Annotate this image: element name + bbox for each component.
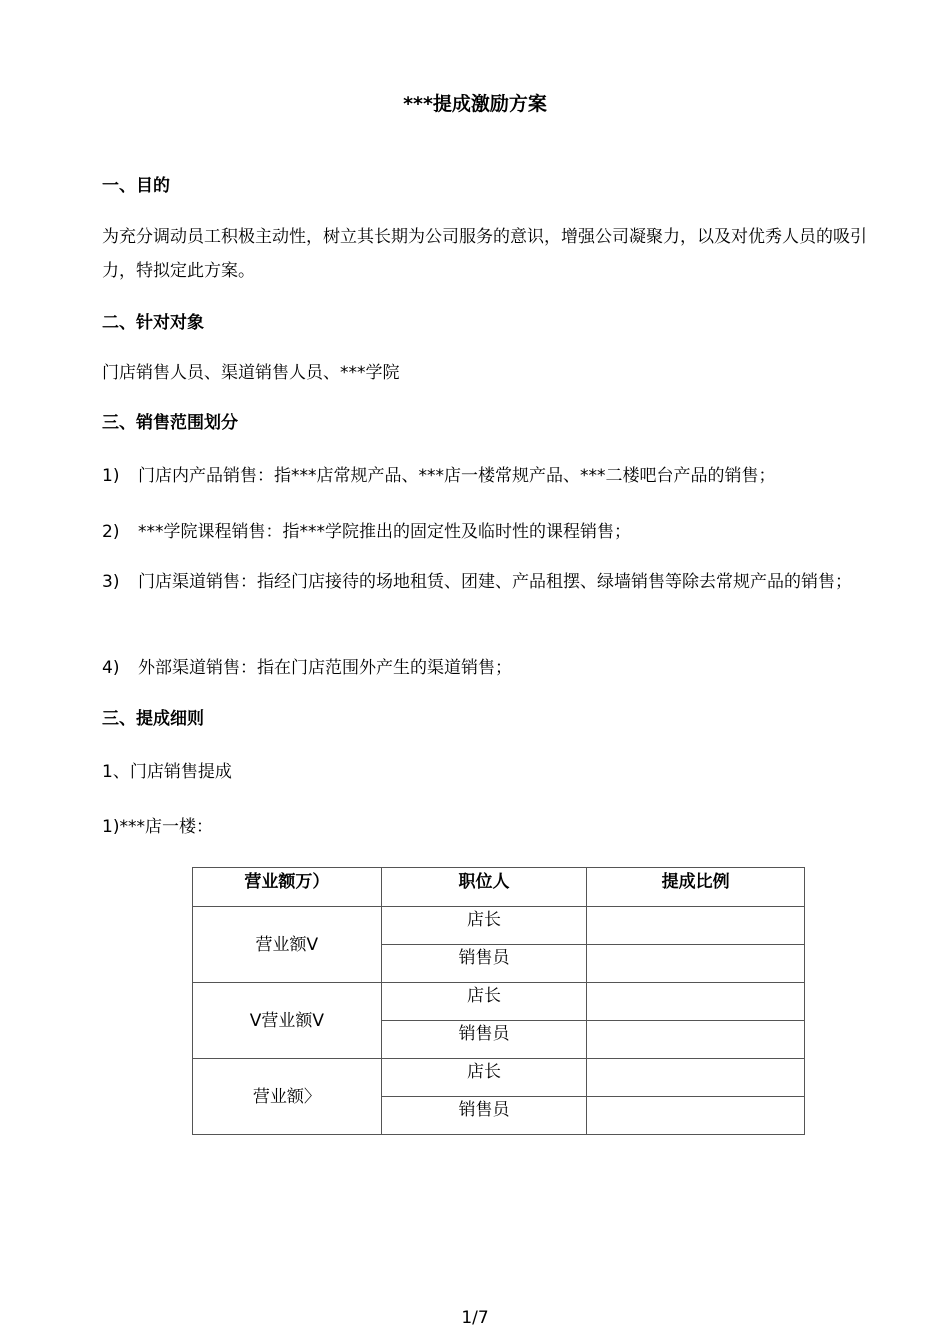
commission-table bbox=[192, 867, 805, 1135]
section-heading-target: 二、针对对象 bbox=[102, 313, 204, 333]
table-cell-role: 店长 bbox=[381, 907, 587, 945]
table-cell-range: 营业额〉 bbox=[193, 1059, 382, 1135]
list-item bbox=[102, 459, 897, 493]
table-row bbox=[193, 1059, 805, 1097]
list-item-number: 1) bbox=[102, 466, 120, 486]
list-item-text: ***学院课程销售：指***学院推出的固定性及临时性的课程销售； bbox=[138, 522, 631, 542]
table-cell-role: 店长 bbox=[381, 983, 587, 1021]
page-number: 1/7 bbox=[461, 1308, 489, 1328]
table-row bbox=[193, 907, 805, 945]
list-item bbox=[102, 565, 897, 599]
table-row bbox=[193, 983, 805, 1021]
table-cell-role: 销售员 bbox=[381, 1097, 587, 1135]
table-cell-rate bbox=[587, 983, 805, 1021]
table-header-cell: 提成比例 bbox=[587, 868, 805, 907]
list-item bbox=[102, 515, 897, 549]
list-item-number: 4) bbox=[102, 658, 120, 678]
page-title: ***提成激励方案 bbox=[403, 93, 547, 115]
section-heading-scope: 三、销售范围划分 bbox=[102, 413, 238, 433]
table-cell-rate bbox=[587, 945, 805, 983]
table-header-cell: 职位人 bbox=[381, 868, 587, 907]
table-cell-range: Ⅴ营业额Ⅴ bbox=[193, 983, 382, 1059]
table-cell-rate bbox=[587, 1021, 805, 1059]
table-cell-rate bbox=[587, 1059, 805, 1097]
list-item-number: 2) bbox=[102, 522, 120, 542]
table-header-row bbox=[193, 868, 805, 907]
table-cell-range: 营业额Ⅴ bbox=[193, 907, 382, 983]
table-header-cell: 营业额万） bbox=[193, 868, 382, 907]
section-heading-purpose: 一、目的 bbox=[102, 176, 170, 196]
list-item-text: 门店渠道销售：指经门店接待的场地租赁、团建、产品租摆、绿墙销售等除去常规产品的销售； bbox=[138, 572, 852, 592]
subsection-store-sales: 1、门店销售提成 bbox=[102, 762, 232, 782]
list-item bbox=[102, 651, 897, 685]
table-cell-role: 销售员 bbox=[381, 945, 587, 983]
subsection-first-floor: 1)***店一楼： bbox=[102, 817, 213, 837]
section-body-target: 门店销售人员、渠道销售人员、***学院 bbox=[102, 363, 400, 383]
table-cell-rate bbox=[587, 1097, 805, 1135]
section-heading-details: 三、提成细则 bbox=[102, 709, 204, 729]
list-item-text: 门店内产品销售：指***店常规产品、***店一楼常规产品、***二楼吧台产品的销售； bbox=[138, 466, 776, 486]
table-cell-role: 销售员 bbox=[381, 1021, 587, 1059]
list-item-number: 3) bbox=[102, 572, 120, 592]
list-item-text: 外部渠道销售：指在门店范围外产生的渠道销售； bbox=[138, 658, 512, 678]
table-cell-role: 店长 bbox=[381, 1059, 587, 1097]
section-body-purpose: 为充分调动员工积极主动性，树立其长期为公司服务的意识，增强公司凝聚力，以及对优秀人员的吸引力，特拟定此方案。 bbox=[102, 227, 867, 281]
table-cell-rate bbox=[587, 907, 805, 945]
